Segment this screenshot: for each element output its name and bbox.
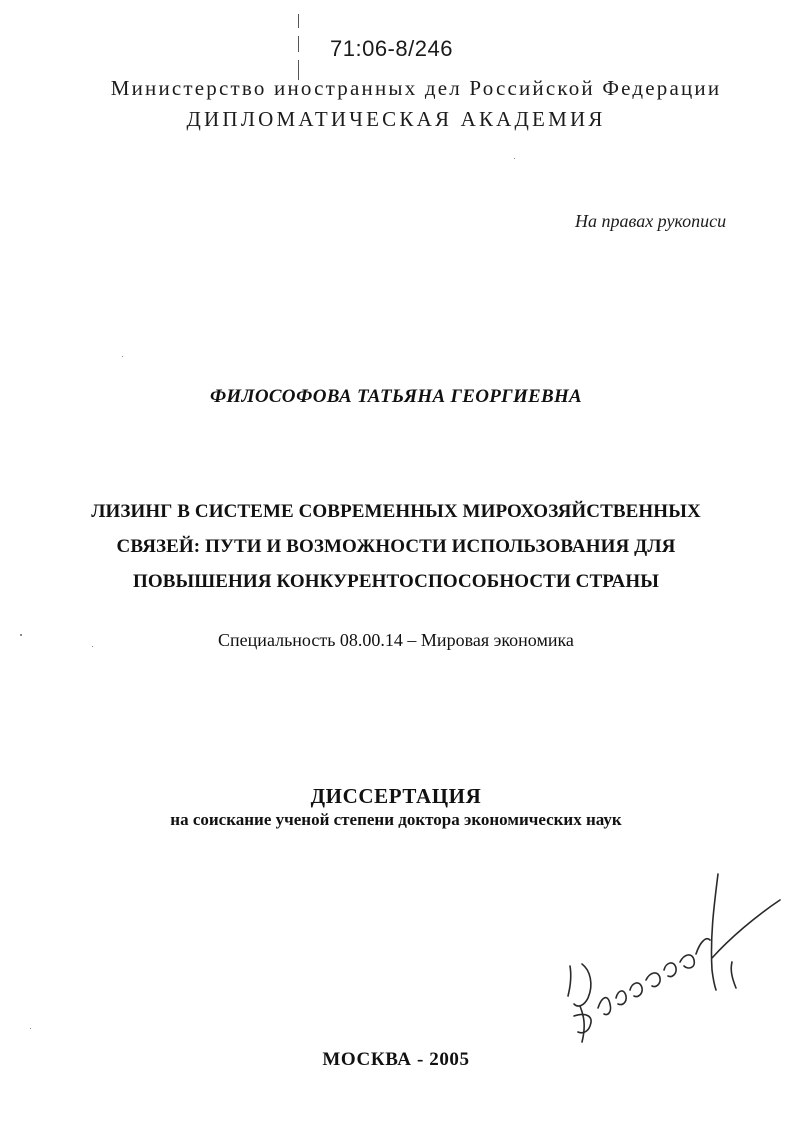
archive-code: 71:06-8/246 [330, 36, 453, 61]
scan-speck [20, 634, 22, 636]
title-line: ПОВЫШЕНИЯ КОНКУРЕНТОСПОСОБНОСТИ СТРАНЫ [133, 571, 659, 592]
degree-statement: на соискание ученой степени доктора экономических наук [170, 810, 622, 829]
stamp-tick-middle [298, 36, 299, 52]
handwritten-signature-icon [560, 866, 790, 1056]
scan-speck [92, 646, 93, 647]
dissertation-type: ДИССЕРТАЦИЯ [310, 784, 482, 808]
ministry-name: Министерство иностранных дел Российской Федерации [110, 76, 722, 100]
dissertation-title [0, 494, 792, 599]
scan-speck [514, 158, 515, 159]
manuscript-rights-note: На правах рукописи [575, 211, 727, 231]
author-name: ФИЛОСОФОВА ТАТЬЯНА ГЕОРГИЕВНА [209, 386, 583, 407]
stamp-tick-top [298, 14, 299, 28]
title-line: ЛИЗИНГ В СИСТЕМЕ СОВРЕМЕННЫХ МИРОХОЗЯЙСТВЕННЫХ [91, 501, 701, 522]
city-and-year: МОСКВА - 2005 [322, 1049, 470, 1070]
title-line: СВЯЗЕЙ: ПУТИ И ВОЗМОЖНОСТИ ИСПОЛЬЗОВАНИЯ ДЛЯ [116, 536, 676, 557]
scan-speck [122, 356, 123, 357]
specialty-line: Специальность 08.00.14 – Мировая экономика [218, 630, 574, 650]
academy-name: ДИПЛОМАТИЧЕСКАЯ АКАДЕМИЯ [186, 107, 606, 131]
scan-speck [30, 1028, 31, 1029]
